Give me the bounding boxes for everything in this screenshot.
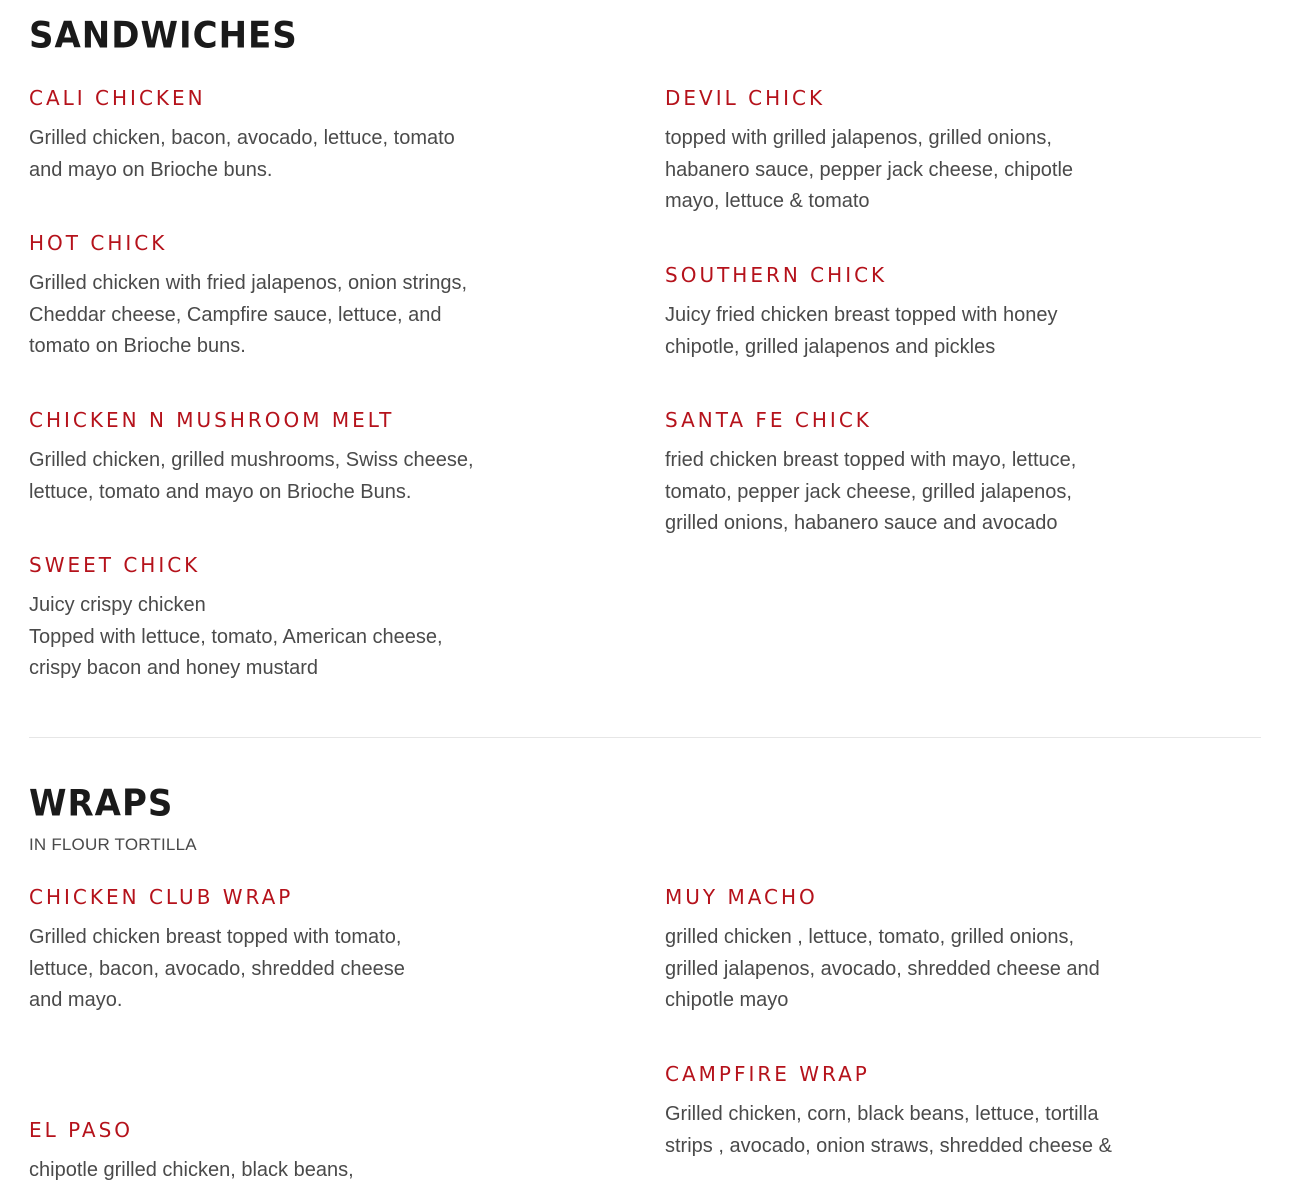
menu-item-sweet-chick xyxy=(29,552,443,685)
menu-item-name: MUY MACHO xyxy=(665,885,818,909)
menu-item-southern-chick xyxy=(665,262,1057,363)
menu-item-description: Juicy fried chicken breast topped with honey chipotle, grilled jalapenos and pickles xyxy=(665,304,1058,358)
menu-item-name: CAMPFIRE WRAP xyxy=(665,1062,870,1086)
menu-item-name: HOT CHICK xyxy=(29,231,168,255)
menu-item-name: CHICKEN CLUB WRAP xyxy=(29,885,294,909)
menu-item-description: Grilled chicken breast topped with tomato, lettuce, bacon, avocado, shredded cheese and mayo. xyxy=(29,926,405,1011)
wraps-title: WRAPS xyxy=(29,782,174,826)
menu-item-name: CALI CHICKEN xyxy=(29,86,206,110)
menu-item-santa-fe-chick xyxy=(665,407,1076,540)
menu-item-description: Grilled chicken, corn, black beans, lettuce, tortilla strips , avocado, onion straws, shredded cheese & xyxy=(665,1103,1112,1157)
menu-item-name: SWEET CHICK xyxy=(29,553,201,577)
menu-item-description: chipotle grilled chicken, black beans, xyxy=(29,1159,354,1181)
menu-item-description: Grilled chicken with fried jalapenos, onion strings, Cheddar cheese, Campfire sauce, lettuce, and tomato on Brioche buns. xyxy=(29,272,467,357)
menu-item-description: Grilled chicken, grilled mushrooms, Swiss cheese, lettuce, tomato and mayo on Brioche Buns. xyxy=(29,449,474,503)
menu-item-campfire-wrap xyxy=(665,1061,1112,1162)
menu-item-name: SANTA FE CHICK xyxy=(665,408,872,432)
menu-item-cali-chicken xyxy=(29,85,455,186)
menu-item-description: fried chicken breast topped with mayo, lettuce, tomato, pepper jack cheese, grilled jalapenos, grilled onions, habanero sauce and avocado xyxy=(665,449,1077,534)
wraps-subtitle: IN FLOUR TORTILLA xyxy=(29,835,197,854)
menu-item-devil-chick xyxy=(665,85,1073,218)
section-divider xyxy=(29,737,1261,738)
menu-item-name: CHICKEN N MUSHROOM MELT xyxy=(29,408,395,432)
menu-item-muy-macho xyxy=(665,884,1100,1017)
menu-item-chicken-n-mushroom-melt xyxy=(29,407,474,508)
menu-item-chicken-club-wrap xyxy=(29,884,405,1017)
sandwiches-title: SANDWICHES xyxy=(29,14,298,58)
menu-item-hot-chick xyxy=(29,230,467,363)
menu-item-name: EL PASO xyxy=(29,1118,134,1142)
menu-item-description: Grilled chicken, bacon, avocado, lettuce, tomato and mayo on Brioche buns. xyxy=(29,127,455,181)
menu-item-el-paso xyxy=(29,1117,354,1187)
menu-item-name: DEVIL CHICK xyxy=(665,86,826,110)
menu-item-name: SOUTHERN CHICK xyxy=(665,263,888,287)
menu-item-description: topped with grilled jalapenos, grilled onions, habanero sauce, pepper jack cheese, chipotle mayo, lettuce & tomato xyxy=(665,127,1074,212)
menu-item-description: Juicy crispy chicken Topped with lettuce, tomato, American cheese, crispy bacon and honey mustard xyxy=(29,594,443,679)
menu-item-description: grilled chicken , lettuce, tomato, grilled onions, grilled jalapenos, avocado, shredded cheese and chipotle mayo xyxy=(665,926,1100,1011)
